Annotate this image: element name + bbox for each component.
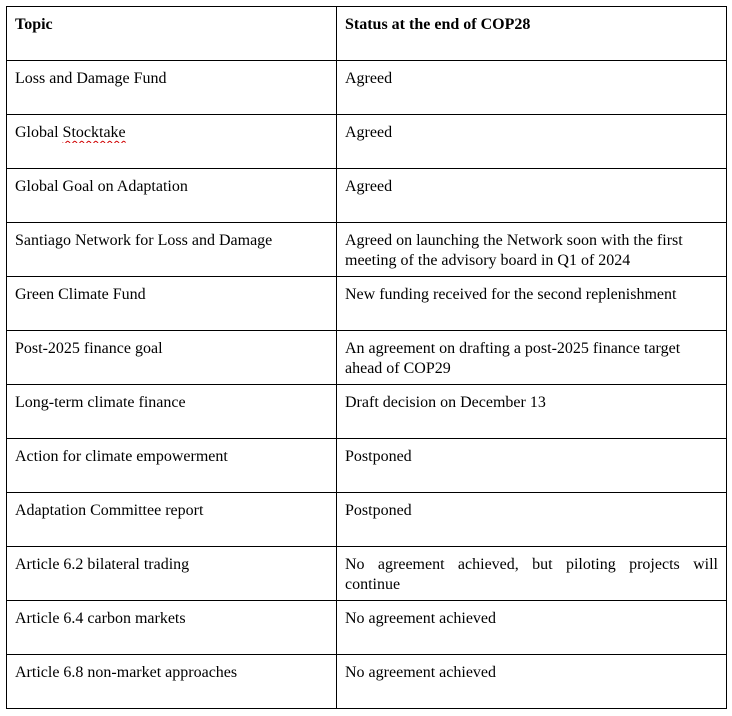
table-row [7,655,727,709]
status-cell: No agreement achieved [337,601,727,655]
status-cell: No agreement achieved, but piloting projects will continue [337,547,727,601]
table-row [7,277,727,331]
table-row [7,385,727,439]
status-cell: Postponed [337,493,727,547]
table-row [7,331,727,385]
topic-cell: Article 6.8 non-market approaches [7,655,337,709]
topic-text: Global [15,124,63,141]
topic-cell: Action for climate empowerment [7,439,337,493]
topic-cell: Green Climate Fund [7,277,337,331]
topic-cell: Long-term climate finance [7,385,337,439]
table-row [7,601,727,655]
status-cell: No agreement achieved [337,655,727,709]
status-cell: Draft decision on December 13 [337,385,727,439]
topic-cell: Loss and Damage Fund [7,61,337,115]
topic-cell [7,115,337,169]
topic-cell: Santiago Network for Loss and Damage [7,223,337,277]
table-row [7,547,727,601]
status-cell: Agreed [337,115,727,169]
header-status: Status at the end of COP28 [337,7,727,61]
table-header-row [7,7,727,61]
cop28-status-table [6,6,727,709]
table-row [7,115,727,169]
status-cell: An agreement on drafting a post-2025 finance target ahead of COP29 [337,331,727,385]
spellcheck-marked-word: Stocktake [62,124,126,141]
topic-cell: Article 6.4 carbon markets [7,601,337,655]
topic-cell: Article 6.2 bilateral trading [7,547,337,601]
status-cell: New funding received for the second replenishment [337,277,727,331]
status-cell: Postponed [337,439,727,493]
status-cell: Agreed [337,169,727,223]
topic-cell: Global Goal on Adaptation [7,169,337,223]
topic-cell: Adaptation Committee report [7,493,337,547]
header-topic: Topic [7,7,337,61]
table-row [7,61,727,115]
table-row [7,493,727,547]
table-row [7,169,727,223]
status-cell: Agreed on launching the Network soon with the first meeting of the advisory board in Q1 of 2024 [337,223,727,277]
table-row [7,439,727,493]
table-row [7,223,727,277]
topic-cell: Post-2025 finance goal [7,331,337,385]
status-cell: Agreed [337,61,727,115]
